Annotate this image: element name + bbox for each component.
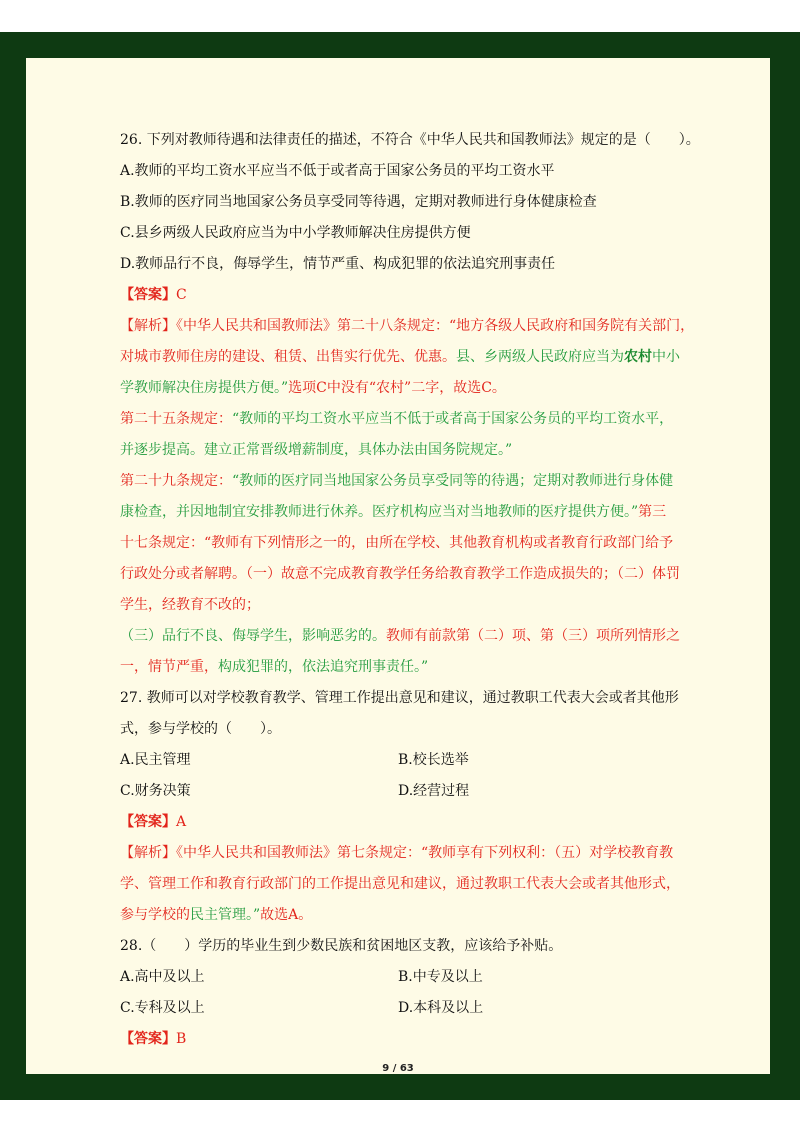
q27-options-row [120, 750, 676, 781]
q28-options-row [120, 998, 676, 1029]
answer-label: 【答案】 [120, 287, 176, 303]
highlight-rural: 农村 [624, 349, 652, 365]
question-27-stem-cont: 式，参与学校的（ ）。 [120, 721, 281, 737]
question-28-stem: 28.（ ）学历的毕业生到少数民族和贫困地区支教，应该给予补贴。 [120, 938, 563, 954]
q26-option-d: D.教师品行不良，侮辱学生，情节严重、构成犯罪的依法追究刑事责任 [120, 256, 556, 272]
q28-option-d: D.本科及以上 [398, 1000, 484, 1016]
q26-analysis-line: 对城市教师住房的建设、租赁、出售实行优先、优惠。县、乡两级人民政府应当为农村中小 [120, 349, 680, 365]
q27-analysis-line: 参与学校的民主管理。”故选A。 [120, 907, 313, 923]
q26-analysis-line: 学生，经教育不改的； [120, 597, 260, 613]
q26-analysis-line: 【解析】《中华人民共和国教师法》第二十八条规定：“地方各级人民政府和国务院有关部门， [120, 318, 695, 334]
q27-answer [120, 812, 676, 843]
q26-analysis-line: 学教师解决住房提供方便。”选项C中没有“农村”二字，故选C。 [120, 380, 506, 396]
document-page [26, 58, 770, 1074]
q28-answer [120, 1029, 676, 1060]
q27-analysis-line: 【解析】《中华人民共和国教师法》第七条规定：“教师享有下列权利：（五）对学校教育教 [120, 845, 674, 861]
q26-analysis-line: 十七条规定：“教师有下列情形之一的，由所在学校、其他教育机构或者教育行政部门给予 [120, 535, 674, 551]
question-27-stem: 27. 教师可以对学校教育教学、管理工作提出意见和建议，通过教职工代表大会或者其他形 [120, 690, 679, 706]
answer-value: C [176, 287, 187, 303]
q26-option-a: A.教师的平均工资水平应当不低于或者高于国家公务员的平均工资水平 [120, 163, 555, 179]
answer-value: B [176, 1031, 187, 1047]
q27-option-a: A.民主管理 [120, 752, 191, 768]
q26-analysis-line: 第二十五条规定：“教师的平均工资水平应当不低于或者高于国家公务员的平均工资水平， [120, 411, 674, 427]
q26-answer [120, 285, 676, 316]
q26-analysis-line: 康检查，并因地制宜安排教师进行休养。医疗机构应当对当地教师的医疗提供方便。”第三 [120, 504, 667, 520]
q26-analysis-line: 并逐步提高。建立正常晋级增薪制度，具体办法由国务院规定。” [120, 442, 513, 458]
q27-option-c: C.财务决策 [120, 783, 191, 799]
q26-analysis-line: 第二十九条规定：“教师的医疗同当地国家公务员享受同等的待遇；定期对教师进行身体健 [120, 473, 674, 489]
q28-option-b: B.中专及以上 [398, 969, 483, 985]
page-number: 9 / 63 [382, 1063, 414, 1074]
q28-options-row [120, 967, 676, 998]
q27-option-b: B.校长选举 [398, 752, 469, 768]
q26-analysis-line: （三）品行不良、侮辱学生，影响恶劣的。教师有前款第（二）项、第（三）项所列情形之 [120, 628, 680, 644]
q28-option-a: A.高中及以上 [120, 969, 205, 985]
q26-analysis-line: 一，情节严重，构成犯罪的，依法追究刑事责任。” [120, 659, 429, 675]
answer-value: A [176, 814, 187, 830]
answer-label: 【答案】 [120, 814, 176, 830]
answer-label: 【答案】 [120, 1031, 176, 1047]
q27-analysis-line: 学、管理工作和教育行政部门的工作提出意见和建议，通过教职工代表大会或者其他形式， [120, 876, 680, 892]
q26-option-b: B.教师的医疗同当地国家公务员享受同等待遇，定期对教师进行身体健康检查 [120, 194, 597, 210]
q27-option-d: D.经营过程 [398, 783, 470, 799]
q26-option-c: C.县乡两级人民政府应当为中小学教师解决住房提供方便 [120, 225, 471, 241]
q28-option-c: C.专科及以上 [120, 1000, 205, 1016]
q26-analysis-line: 行政处分或者解聘。（一）故意不完成教育教学任务给教育教学工作造成损失的；（二）体罚 [120, 566, 680, 582]
page-border [0, 32, 800, 1100]
q27-options-row [120, 781, 676, 812]
question-26-stem: 26. 下列对教师待遇和法律责任的描述，不符合《中华人民共和国教师法》规定的是（ ）。 [120, 132, 700, 148]
